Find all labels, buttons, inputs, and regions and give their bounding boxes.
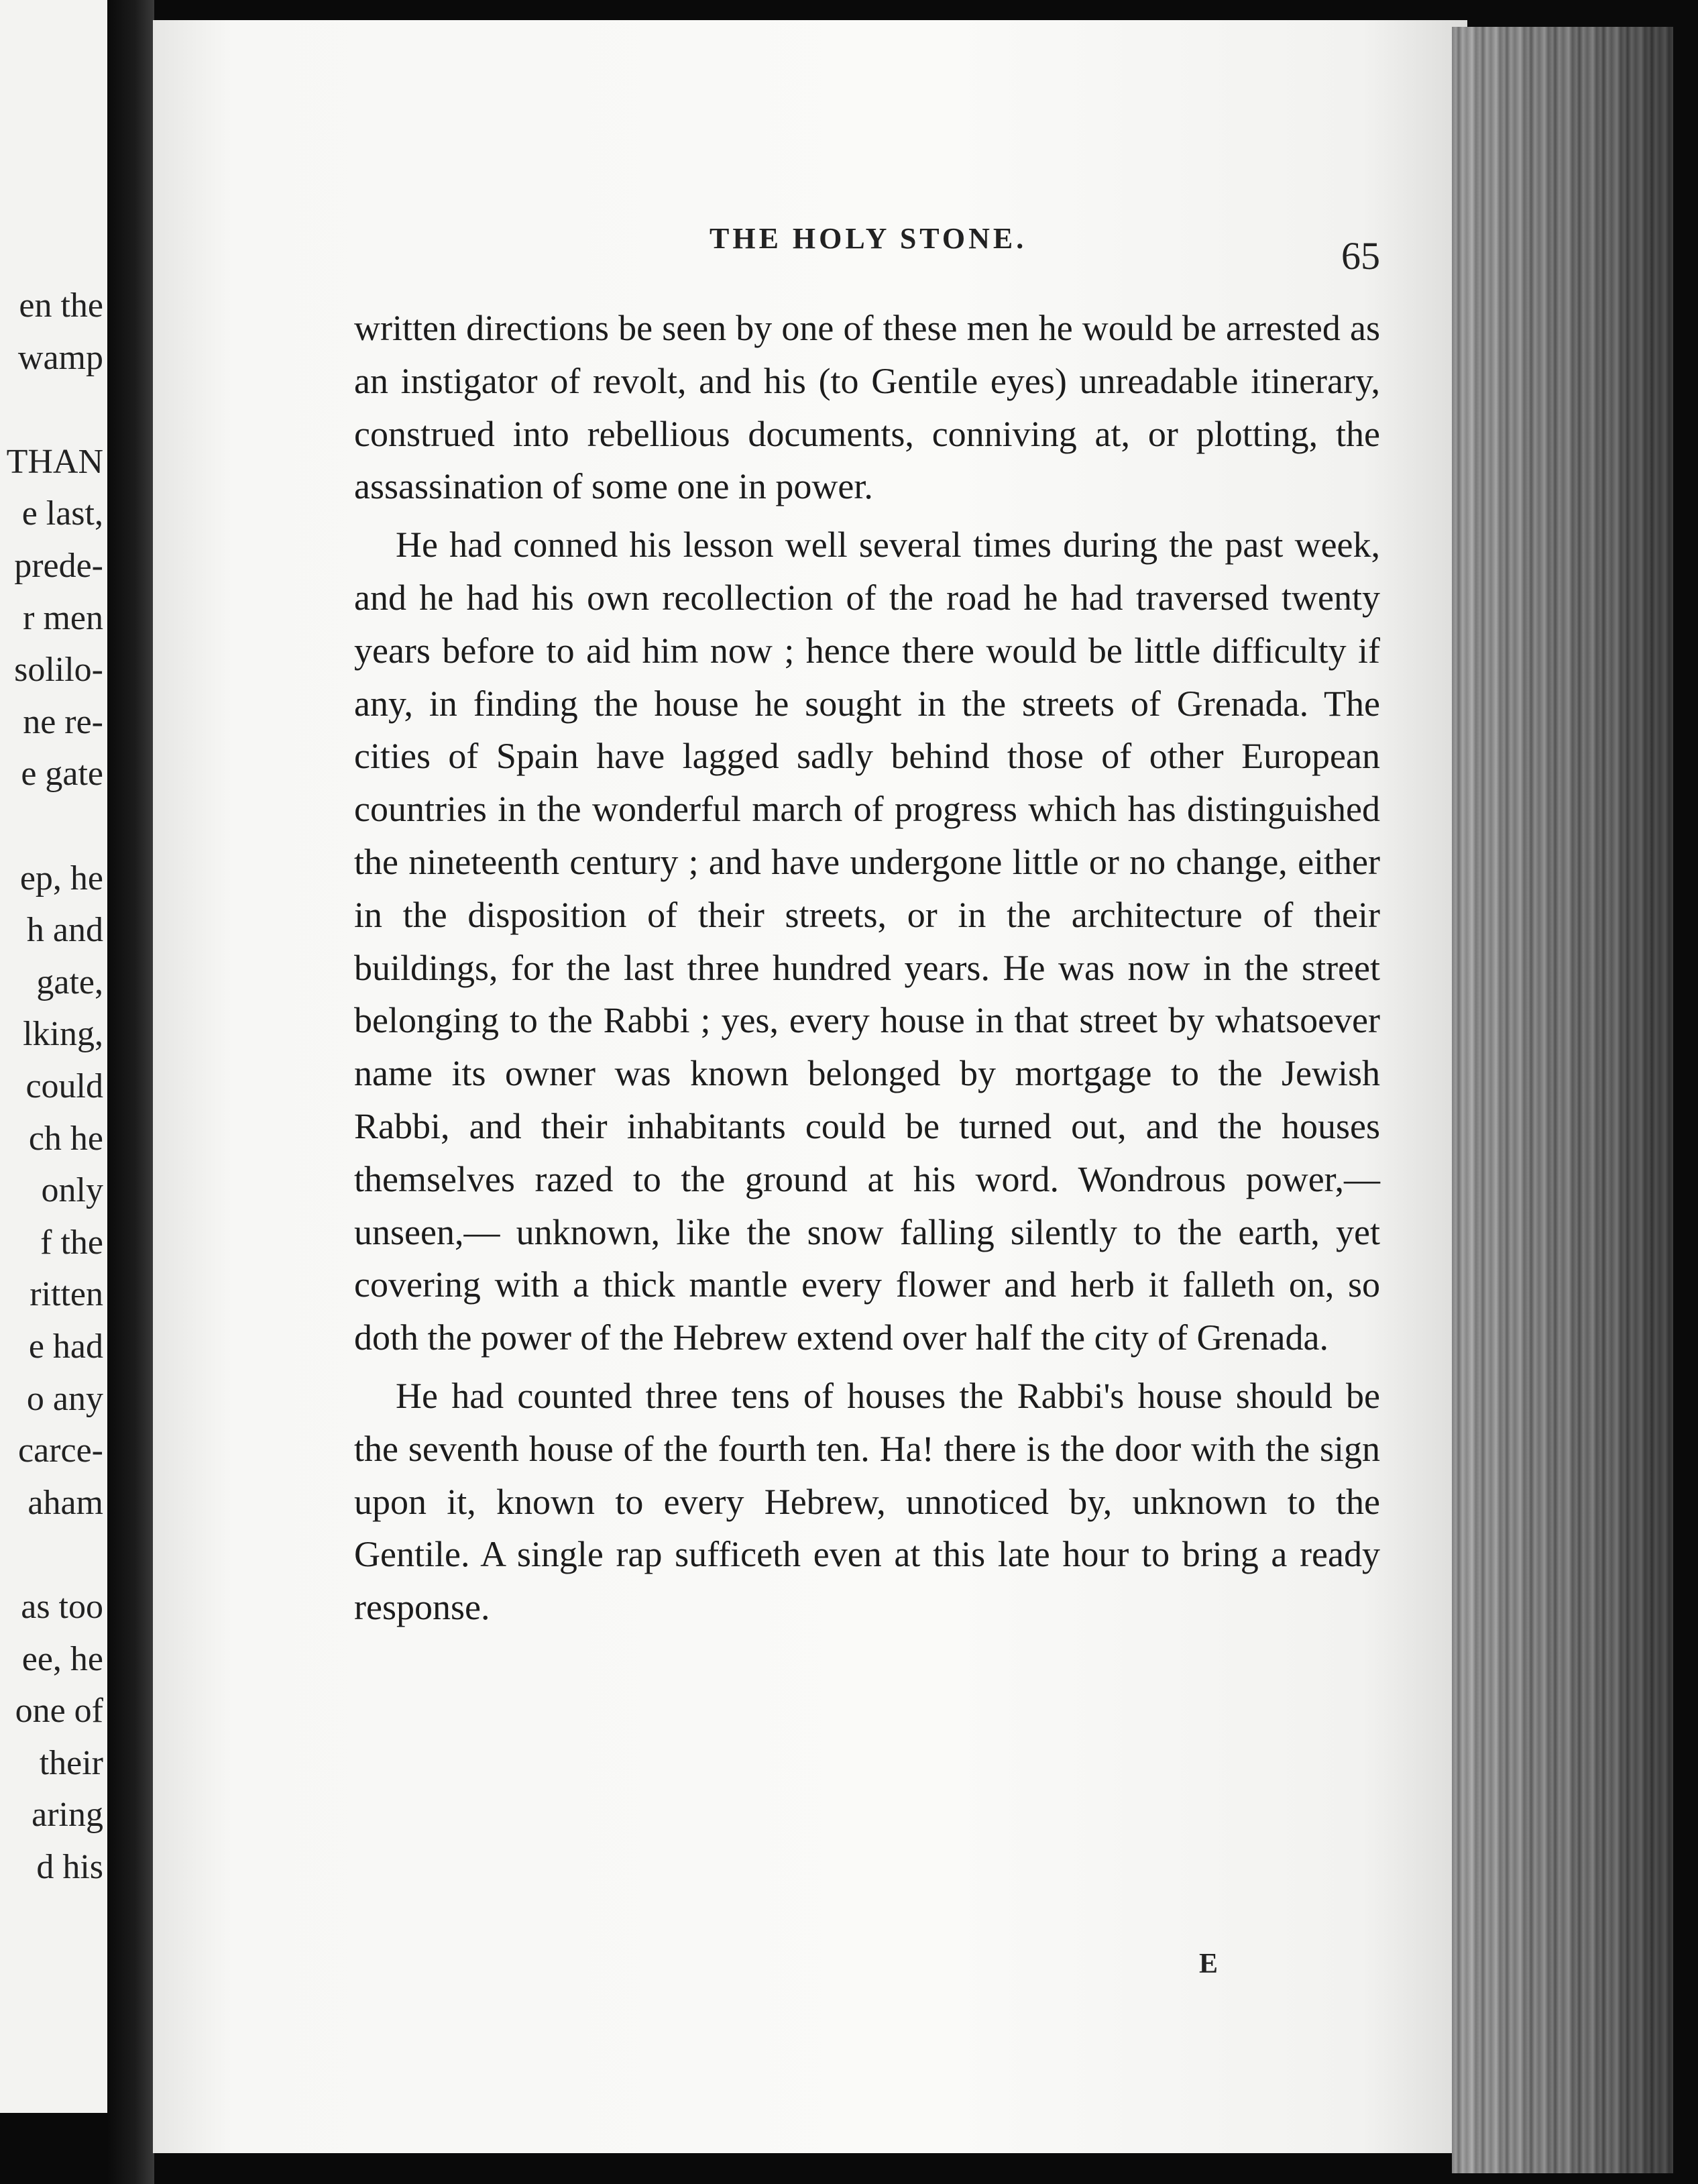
left-page-line-fragment: aham (27, 1483, 103, 1522)
book-gutter (107, 0, 154, 2184)
left-page-line-fragment: could (25, 1067, 103, 1105)
left-page-line-fragment: gate, (36, 963, 103, 1001)
left-page-line-fragment: THAN (6, 442, 103, 481)
page-edges (1452, 27, 1673, 2173)
left-page-line-fragment: one of (15, 1692, 103, 1731)
paragraph: He had counted three tens of houses the Rabbi's house should be the seventh house of the fourth ten. Ha! there is the door with the sign upon it, known to every Hebrew, unnoticed by, unknown to the Gentile. A single rap sufficeth even at this late hour to bring a ready response. (354, 1375, 1380, 1628)
signature-mark: E (1199, 1949, 1219, 1979)
left-page-line-fragment: ep, he (19, 859, 103, 897)
left-page-line-fragment: carce- (18, 1431, 103, 1470)
left-page-line-fragment: ritten (30, 1275, 103, 1314)
body-text (354, 302, 1380, 1639)
left-page-line-fragment: e last, (21, 494, 103, 533)
left-page-line-fragment: solilo- (14, 651, 103, 690)
left-page-line-fragment: e gate (21, 755, 103, 794)
book-page (153, 20, 1467, 2153)
left-page-line-fragment: aring (32, 1796, 103, 1835)
left-page-line-fragment: wamp (17, 338, 103, 377)
left-page-line-fragment: r men (23, 598, 103, 637)
left-facing-page (0, 0, 107, 2113)
left-page-line-fragment: d his (36, 1848, 103, 1886)
left-page-line-fragment: prede- (14, 547, 103, 585)
left-page-line-fragment: ee, he (21, 1639, 103, 1678)
left-page-line-fragment: h and (26, 911, 103, 950)
left-page-line-fragment: their (39, 1743, 103, 1782)
left-page-line-fragment: only (41, 1171, 103, 1210)
paragraph: written directions be seen by one of these men he would be arrested as an instigator of revolt, and his (to Gentile eyes) unreadable itinerary, construed into rebellious documents, conniving at, or plotting, the assassination of some one in power. (354, 308, 1380, 507)
left-page-line-fragment: o any (26, 1379, 103, 1418)
left-page-line-fragment: e had (28, 1327, 103, 1366)
left-page-line-fragment: en the (19, 286, 103, 325)
running-head: THE HOLY STONE. (710, 222, 1027, 255)
left-page-line-fragment: f the (40, 1223, 103, 1262)
left-page-line-fragment: ne re- (23, 702, 103, 741)
left-page-line-fragment: ch he (28, 1119, 103, 1158)
left-page-line-fragment: as too (21, 1588, 103, 1626)
page-number: 65 (1341, 234, 1380, 278)
left-page-line-fragment: lking, (23, 1015, 103, 1054)
paragraph: He had conned his lesson well several times during the past week, and he had his own recollection of the road he had traversed twenty years before to aid him now ; hence there would be little difficulty if any, in finding the house he sought in the streets of Grenada. The cities of Spain have lagged sadly behind those of other European countries in the wonderful march of progress which has distinguished the nineteenth century ; and have undergone little or no change, either in the disposition of their streets, or in the architecture of their buildings, for the last three hundred years. He was now in the street belonging to the Rabbi ; yes, every house in that street by whatsoever name its owner was known belonged by mortgage to the Jewish Rabbi, and their inhabitants could be turned out, and the houses themselves razed to the ground at his word. Wondrous power,—unseen,— unknown, like the snow falling silently to the earth, yet covering with a thick mantle every flower and herb it falleth on, so doth the power of the Hebrew extend over half the city of Grenada. (354, 525, 1380, 1358)
